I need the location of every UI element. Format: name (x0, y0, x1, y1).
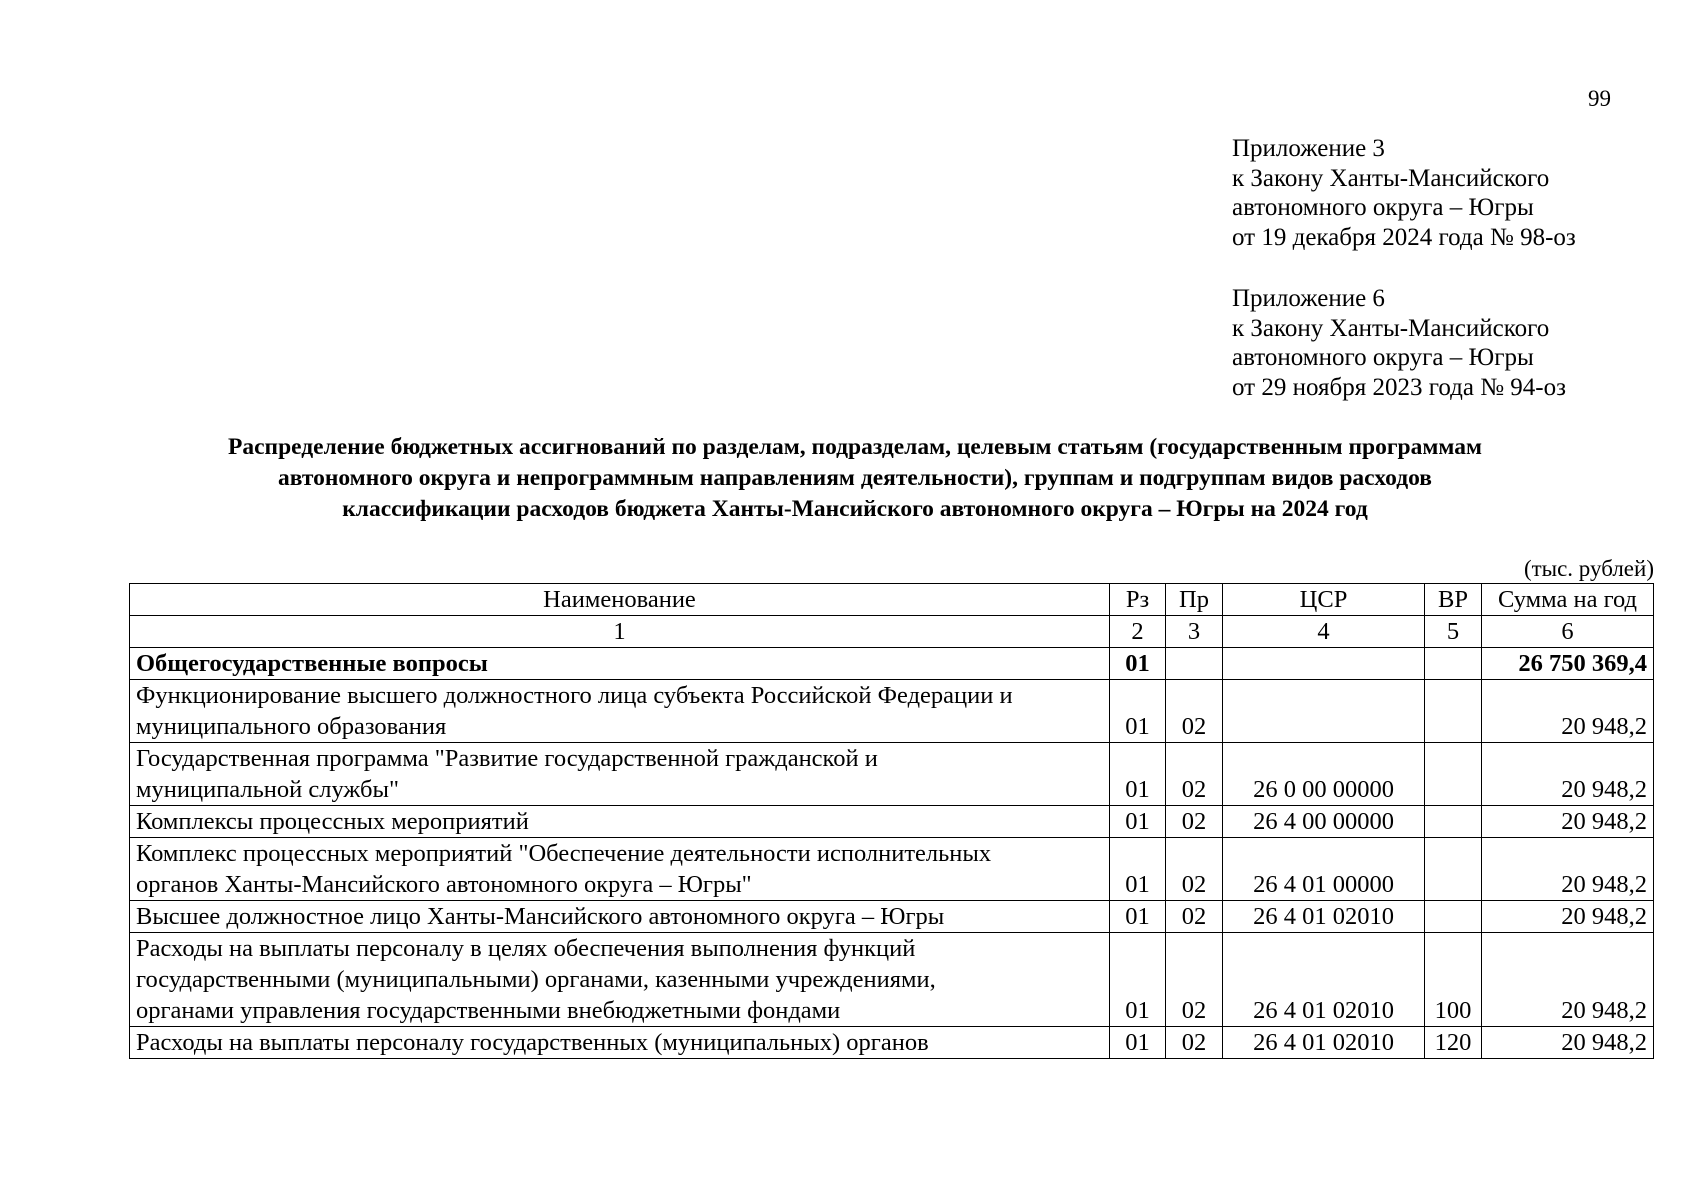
cell-name (130, 1027, 1110, 1059)
cell-vr (1425, 743, 1482, 806)
cell-name-line: Высшее должностное лицо Ханты-Мансийского автономного округа – Югры (136, 903, 945, 930)
table-header-row (130, 584, 1654, 616)
appendix-6-note (1232, 284, 1566, 402)
cell-vr: 120 (1425, 1027, 1482, 1059)
cell-rz: 01 (1110, 648, 1166, 680)
cell-csr: 26 4 01 02010 (1223, 901, 1425, 933)
appendix-line: к Закону Ханты-Мансийского (1232, 164, 1550, 192)
table-row (130, 901, 1654, 933)
cell-rz: 01 (1110, 933, 1166, 1027)
cell-name-line: государственными (муниципальными) органами, казенными учреждениями, (136, 966, 936, 993)
cell-name (130, 743, 1110, 806)
cell-pr: 02 (1166, 901, 1223, 933)
cell-name (130, 901, 1110, 933)
table-body (130, 648, 1654, 1059)
cell-name (130, 838, 1110, 901)
cell-csr (1223, 648, 1425, 680)
cell-name-line: Общегосударственные вопросы (136, 650, 488, 677)
appendix-line: Приложение 6 (1232, 285, 1385, 312)
cell-sum: 20 948,2 (1482, 838, 1654, 901)
cell-name-line: муниципального образования (136, 713, 447, 740)
column-number: 1 (130, 616, 1110, 648)
cell-vr (1425, 901, 1482, 933)
appendix-line: от 29 ноября 2023 года № 94-оз (1232, 373, 1566, 401)
column-number: 3 (1166, 616, 1223, 648)
cell-rz: 01 (1110, 680, 1166, 743)
header-sum: Сумма на год (1482, 584, 1654, 616)
cell-pr: 02 (1166, 743, 1223, 806)
cell-vr (1425, 680, 1482, 743)
cell-csr: 26 4 01 02010 (1223, 1027, 1425, 1059)
title-line: классификации расходов бюджета Ханты-Мансийского автономного округа – Югры на 2024 год (342, 496, 1368, 522)
cell-name-line: органов Ханты-Мансийского автономного округа – Югры" (136, 871, 752, 898)
cell-pr: 02 (1166, 680, 1223, 743)
cell-vr: 100 (1425, 933, 1482, 1027)
table-row (130, 933, 1654, 1027)
column-number-row (130, 616, 1654, 648)
cell-sum: 20 948,2 (1482, 933, 1654, 1027)
appendix-line: автономного округа – Югры (1232, 344, 1534, 371)
table-row (130, 1027, 1654, 1059)
table-row (130, 648, 1654, 680)
table-row (130, 743, 1654, 806)
cell-pr (1166, 648, 1223, 680)
budget-table (129, 583, 1654, 1059)
header-vr: ВР (1425, 584, 1482, 616)
cell-pr: 02 (1166, 806, 1223, 838)
cell-sum: 20 948,2 (1482, 901, 1654, 933)
cell-name-line: Расходы на выплаты персоналу государственных (муниципальных) органов (136, 1029, 929, 1056)
cell-name-line: Расходы на выплаты персоналу в целях обеспечения выполнения функций (136, 935, 916, 962)
cell-name-line: Государственная программа "Развитие государственной гражданской и (136, 745, 878, 772)
cell-vr (1425, 838, 1482, 901)
cell-pr: 02 (1166, 933, 1223, 1027)
column-number: 2 (1110, 616, 1166, 648)
cell-pr: 02 (1166, 1027, 1223, 1059)
cell-name (130, 933, 1110, 1027)
cell-rz: 01 (1110, 743, 1166, 806)
cell-csr: 26 4 00 00000 (1223, 806, 1425, 838)
cell-sum: 20 948,2 (1482, 806, 1654, 838)
cell-rz: 01 (1110, 838, 1166, 901)
title-line: Распределение бюджетных ассигнований по разделам, подразделам, целевым статьям (государственным программам (228, 434, 1482, 460)
cell-name-line: муниципальной службы" (136, 776, 399, 803)
cell-csr: 26 0 00 00000 (1223, 743, 1425, 806)
appendix-line: автономного округа – Югры (1232, 194, 1534, 221)
cell-name (130, 680, 1110, 743)
column-number: 5 (1425, 616, 1482, 648)
appendix-3-note (1232, 134, 1576, 252)
cell-rz: 01 (1110, 806, 1166, 838)
header-name: Наименование (130, 584, 1110, 616)
cell-csr: 26 4 01 00000 (1223, 838, 1425, 901)
cell-name-line: органами управления государственными внебюджетными фондами (136, 997, 841, 1024)
cell-name-line: Комплексы процессных мероприятий (136, 808, 529, 835)
appendix-line: от 19 декабря 2024 года № 98-оз (1232, 223, 1576, 251)
cell-sum: 26 750 369,4 (1482, 648, 1654, 680)
cell-rz: 01 (1110, 1027, 1166, 1059)
cell-csr: 26 4 01 02010 (1223, 933, 1425, 1027)
column-number: 6 (1482, 616, 1654, 648)
cell-vr (1425, 648, 1482, 680)
cell-name-line: Функционирование высшего должностного лица субъекта Российской Федерации и (136, 682, 1013, 709)
header-pr: Пр (1166, 584, 1223, 616)
cell-csr (1223, 680, 1425, 743)
cell-vr (1425, 806, 1482, 838)
cell-name-line: Комплекс процессных мероприятий "Обеспечение деятельности исполнительных (136, 840, 992, 867)
page-number: 99 (1588, 86, 1611, 111)
cell-name (130, 806, 1110, 838)
cell-rz: 01 (1110, 901, 1166, 933)
header-csr: ЦСР (1223, 584, 1425, 616)
title-line: автономного округа и непрограммным направлениям деятельности), группам и подгруппам видов расходов (278, 465, 1432, 491)
cell-name (130, 648, 1110, 680)
column-number: 4 (1223, 616, 1425, 648)
header-rz: Рз (1110, 584, 1166, 616)
appendix-line: Приложение 3 (1232, 135, 1385, 162)
table-row (130, 838, 1654, 901)
appendix-line: к Закону Ханты-Мансийского (1232, 314, 1550, 342)
document-title (150, 432, 1560, 525)
table-row (130, 680, 1654, 743)
table-row (130, 806, 1654, 838)
cell-sum: 20 948,2 (1482, 680, 1654, 743)
cell-sum: 20 948,2 (1482, 743, 1654, 806)
cell-sum: 20 948,2 (1482, 1027, 1654, 1059)
cell-pr: 02 (1166, 838, 1223, 901)
units-label: (тыс. рублей) (1523, 556, 1654, 581)
